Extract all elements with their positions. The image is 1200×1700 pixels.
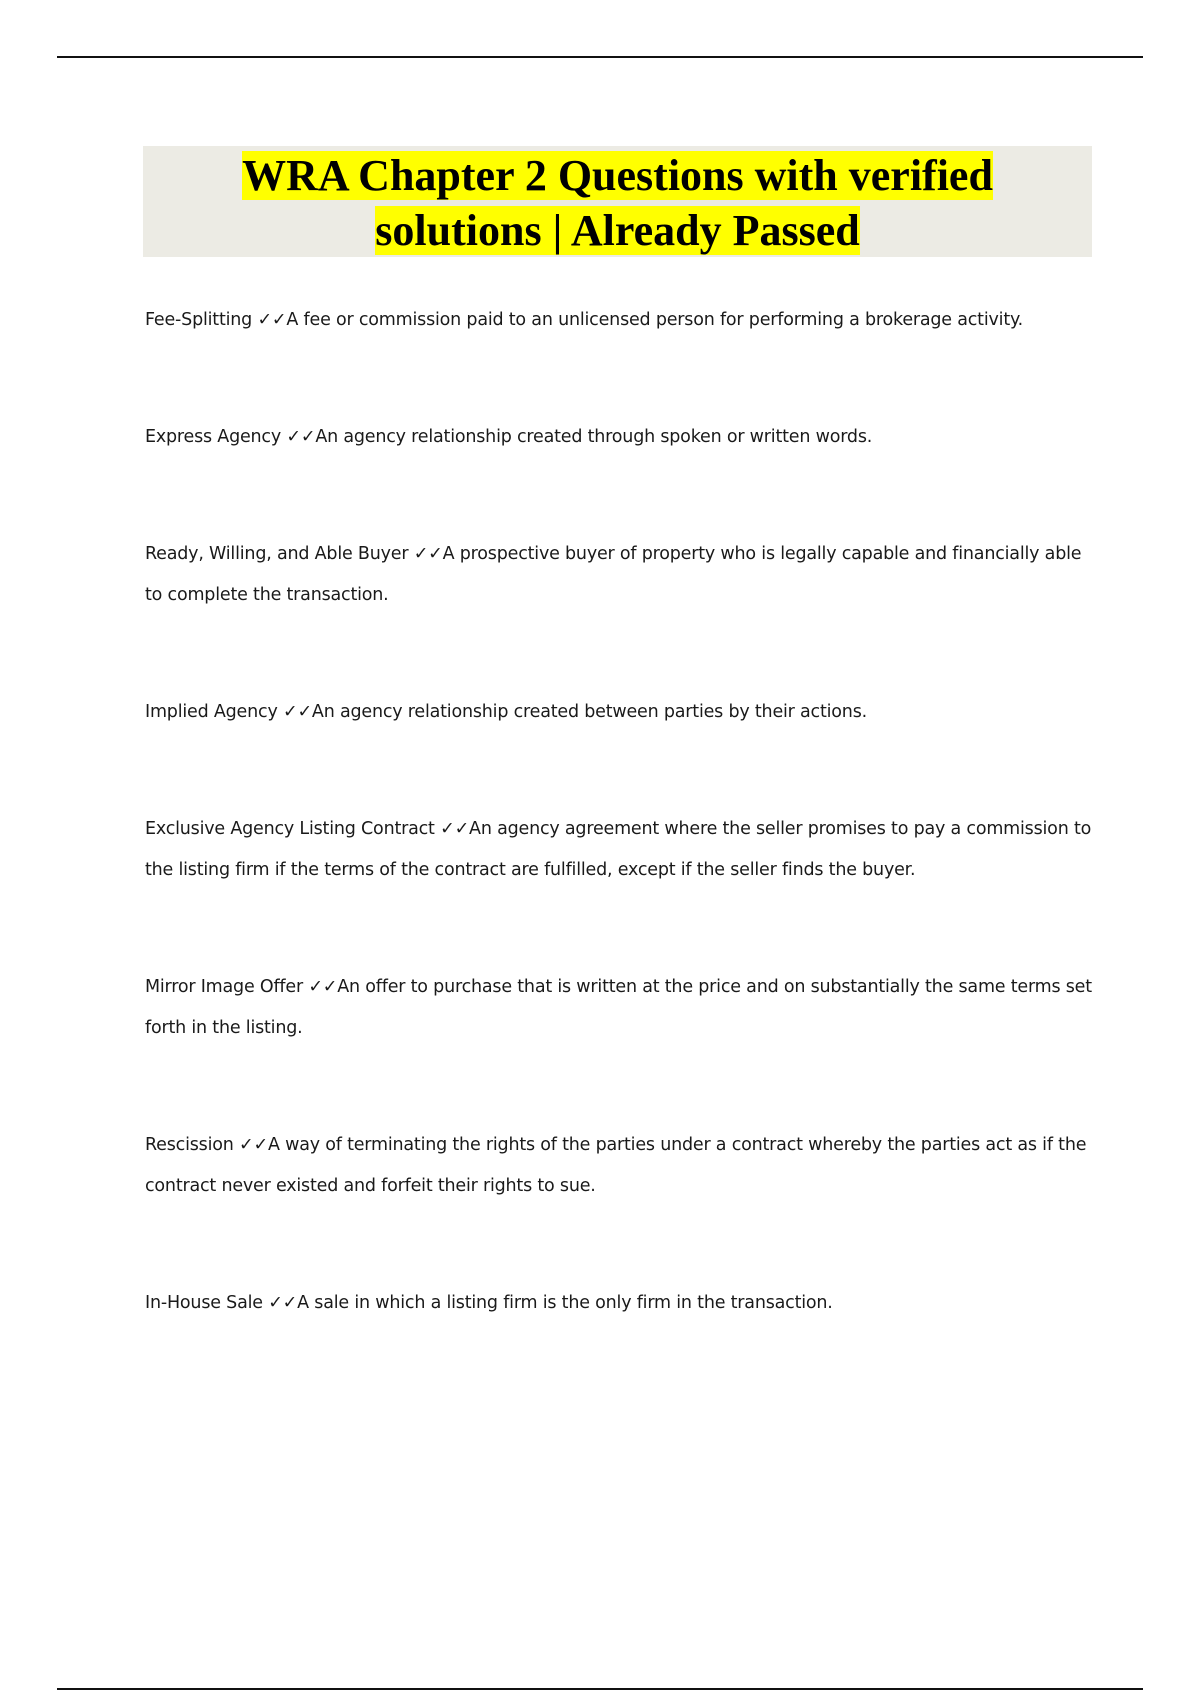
title-line-2: solutions | Already Passed <box>375 206 860 255</box>
check-icon: ✓✓ <box>282 702 312 722</box>
entry-term: Implied Agency <box>145 702 278 722</box>
entry-list <box>145 300 1095 1324</box>
check-icon: ✓✓ <box>286 427 316 447</box>
entry-term: Fee-Splitting <box>145 310 253 330</box>
title-line-1: WRA Chapter 2 Questions with verified <box>242 151 993 200</box>
entry-implied-agency <box>145 692 1095 733</box>
entry-exclusive-agency-listing <box>145 809 1095 891</box>
entry-ready-willing-able-buyer <box>145 534 1095 616</box>
title-band <box>143 146 1092 257</box>
entry-mirror-image-offer <box>145 967 1095 1049</box>
entry-definition: A sale in which a listing firm is the only firm in the transaction. <box>297 1293 833 1313</box>
entry-term: Rescission <box>145 1135 234 1155</box>
entry-definition: A prospective buyer of property who is legally capable and financially able to complete the transaction. <box>145 544 1082 605</box>
entry-term: Mirror Image Offer <box>145 977 303 997</box>
check-icon: ✓✓ <box>413 544 443 564</box>
check-icon: ✓✓ <box>308 977 338 997</box>
entry-express-agency <box>145 417 1095 458</box>
entry-term: Exclusive Agency Listing Contract <box>145 819 435 839</box>
footer-rule <box>57 1688 1143 1690</box>
check-icon: ✓✓ <box>440 819 470 839</box>
check-icon: ✓✓ <box>239 1135 268 1155</box>
entry-term: Express Agency <box>145 427 282 447</box>
header-rule <box>57 56 1143 58</box>
entry-definition: A fee or commission paid to an unlicensed person for performing a brokerage activity. <box>286 310 1024 330</box>
document-title <box>143 148 1092 258</box>
check-icon: ✓✓ <box>268 1293 298 1313</box>
entry-term: In-House Sale <box>145 1293 263 1313</box>
entry-definition: A way of terminating the rights of the parties under a contract whereby the parties act as if the contract never existed and forfeit their rights to sue. <box>145 1135 1087 1196</box>
entry-fee-splitting <box>145 300 1095 341</box>
entry-in-house-sale <box>145 1283 1095 1324</box>
entry-term: Ready, Willing, and Able Buyer <box>145 544 409 564</box>
entry-definition: An agency relationship created through spoken or written words. <box>315 427 873 447</box>
entry-definition: An offer to purchase that is written at the price and on substantially the same terms set forth in the listing. <box>145 977 1092 1038</box>
entry-definition: An agency agreement where the seller promises to pay a commission to the listing firm if the terms of the contract are fulfilled, except if the seller finds the buyer. <box>145 819 1092 880</box>
entry-rescission <box>145 1125 1095 1207</box>
check-icon: ✓✓ <box>257 310 287 330</box>
entry-definition: An agency relationship created between parties by their actions. <box>311 702 867 722</box>
